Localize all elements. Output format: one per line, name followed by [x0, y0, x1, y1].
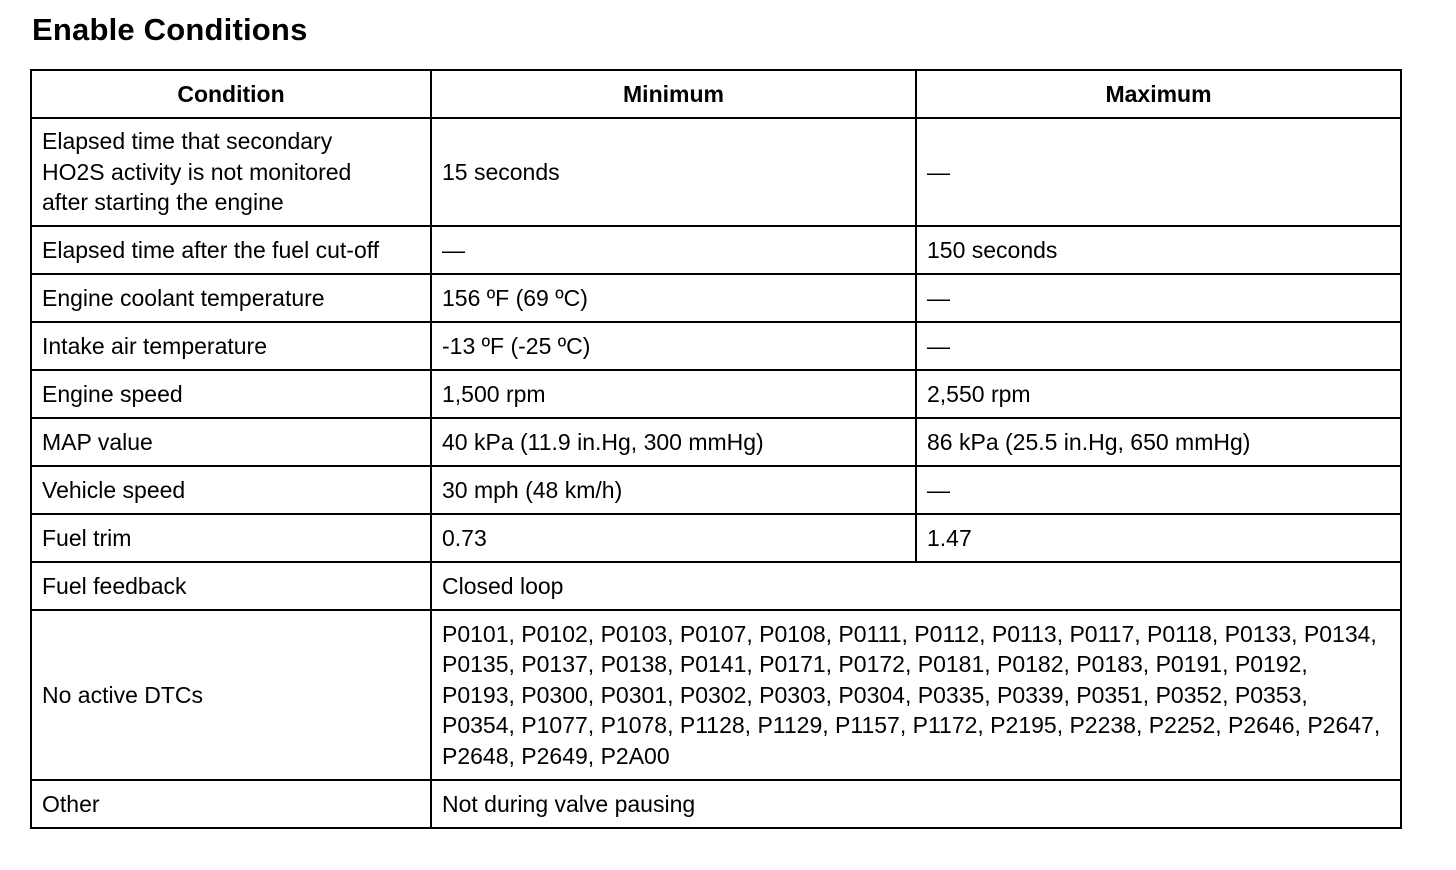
condition-cell: Intake air temperature — [31, 322, 431, 370]
condition-cell: Elapsed time after the fuel cut-off — [31, 226, 431, 274]
maximum-cell: 150 seconds — [916, 226, 1401, 274]
value-cell: Closed loop — [431, 562, 1401, 610]
condition-cell: Fuel trim — [31, 514, 431, 562]
value-cell: Not during valve pausing — [431, 780, 1401, 828]
maximum-cell: 86 kPa (25.5 in.Hg, 650 mmHg) — [916, 418, 1401, 466]
header-condition: Condition — [31, 70, 431, 118]
table-row — [31, 466, 1401, 514]
minimum-cell: -13 ºF (-25 ºC) — [431, 322, 916, 370]
condition-cell: Fuel feedback — [31, 562, 431, 610]
table-row — [31, 370, 1401, 418]
dtc-list-cell: P0101, P0102, P0103, P0107, P0108, P0111, P0112, P0113, P0117, P0118, P0133, P0134, P0135, P0137, P0138, P0141, P0171, P0172, P0181, P0182, P0183, P0191, P0192, P0193, P0300, P0301, P0302, P0303, P0304, P0335, P0339, P0351, P0352, P0353, P0354, P1077, P1078, P1128, P1129, P1157, P1172, P2195, P2238, P2252, P2646, P2647, P2648, P2649, P2A00 — [431, 610, 1401, 780]
condition-cell: Engine coolant temperature — [31, 274, 431, 322]
header-row — [31, 70, 1401, 118]
header-minimum: Minimum — [431, 70, 916, 118]
table-row — [31, 418, 1401, 466]
enable-conditions-table — [30, 69, 1402, 829]
maximum-cell: — — [916, 466, 1401, 514]
maximum-cell: 1.47 — [916, 514, 1401, 562]
minimum-cell: 30 mph (48 km/h) — [431, 466, 916, 514]
maximum-cell: 2,550 rpm — [916, 370, 1401, 418]
table-row — [31, 322, 1401, 370]
table-row — [31, 780, 1401, 828]
condition-cell: Other — [31, 780, 431, 828]
table-row — [31, 514, 1401, 562]
page-title: Enable Conditions — [32, 12, 308, 47]
maximum-cell: — — [916, 322, 1401, 370]
table-row — [31, 274, 1401, 322]
minimum-cell: 40 kPa (11.9 in.Hg, 300 mmHg) — [431, 418, 916, 466]
minimum-cell: 156 ºF (69 ºC) — [431, 274, 916, 322]
condition-cell: MAP value — [31, 418, 431, 466]
maximum-cell: — — [916, 274, 1401, 322]
header-maximum: Maximum — [916, 70, 1401, 118]
minimum-cell: 1,500 rpm — [431, 370, 916, 418]
table-row — [31, 610, 1401, 780]
minimum-cell: 0.73 — [431, 514, 916, 562]
condition-cell: Vehicle speed — [31, 466, 431, 514]
table-row — [31, 226, 1401, 274]
minimum-cell: — — [431, 226, 916, 274]
minimum-cell: 15 seconds — [431, 118, 916, 226]
maximum-cell: — — [916, 118, 1401, 226]
condition-cell: Engine speed — [31, 370, 431, 418]
table-row — [31, 562, 1401, 610]
condition-cell: No active DTCs — [31, 610, 431, 780]
condition-cell: Elapsed time that secondary HO2S activity is not monitored after starting the engine — [31, 118, 431, 226]
table-row — [31, 118, 1401, 226]
